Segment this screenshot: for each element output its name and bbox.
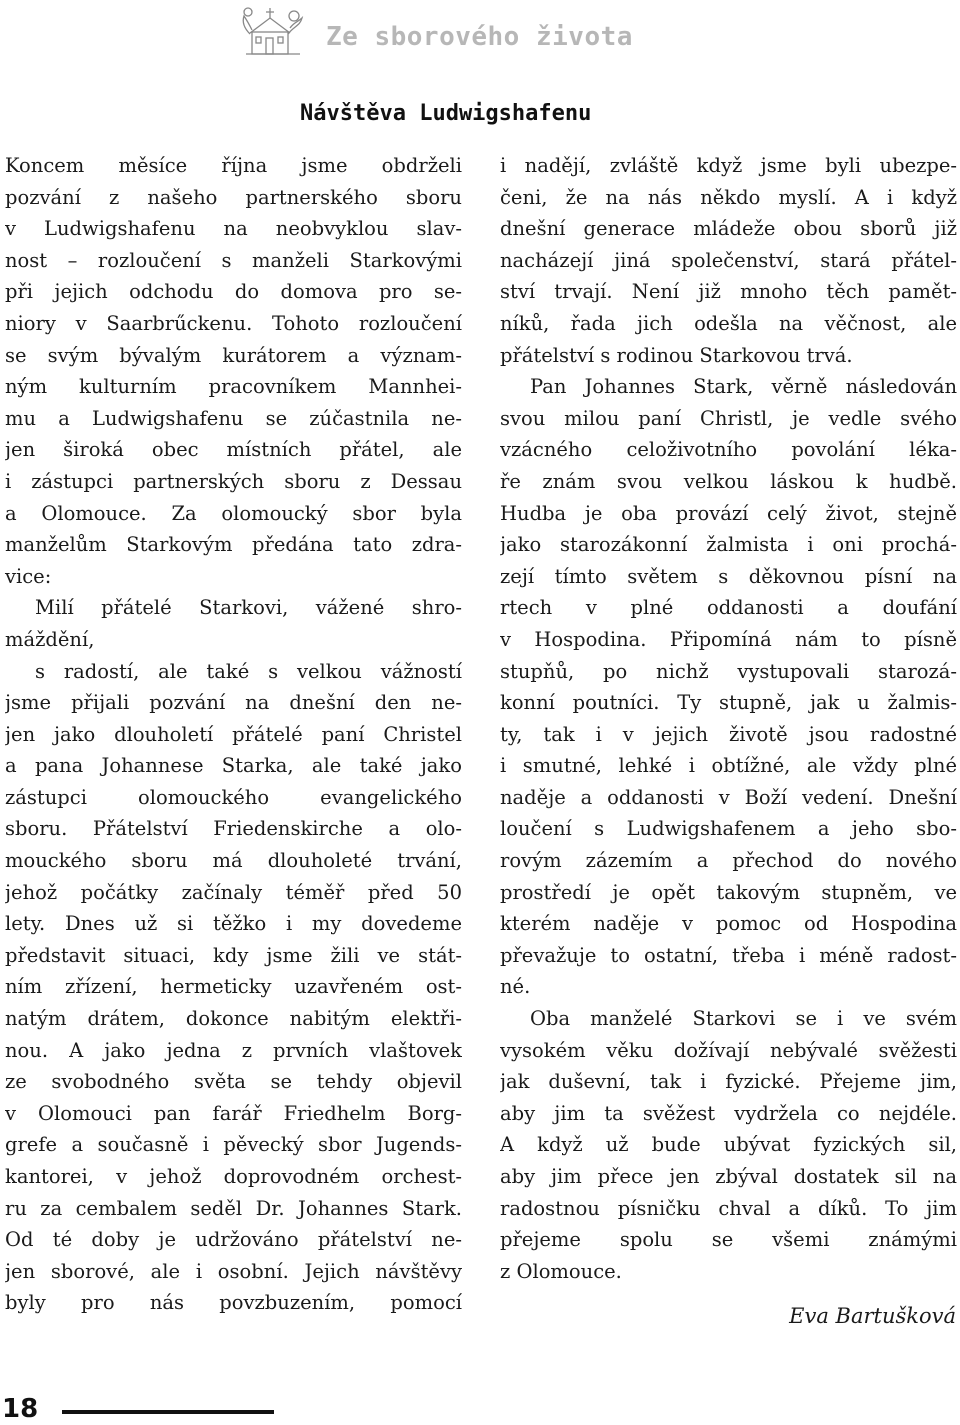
text-line: vysokém věku dožívají nebývalé svěžesti [500, 1038, 957, 1062]
text-line: vice: [5, 564, 52, 588]
article-column-left [5, 150, 462, 1319]
page-number: 18 [2, 1394, 39, 1424]
text-line: Pan Johannes Stark, věrně následován [530, 375, 957, 399]
text-line: jen široká obec místních přátel, ale [5, 438, 462, 462]
text-line: jsme přijali pozvání na dnešní den ne- [5, 691, 462, 715]
section-title: Ze sborového života [326, 22, 633, 52]
text-line: ze svobodného světa se tehdy objevil [5, 1070, 462, 1094]
text-line: z Olomouce. [500, 1259, 622, 1283]
text-line: Milí přátelé Starkovi, vážené shro- [35, 596, 462, 620]
text-line: radostnou písničku chval a díků. To jim [500, 1196, 957, 1220]
text-line: představit situaci, kdy jsme žili ve stát- [5, 943, 462, 967]
text-line: čeni, že na nás někdo myslí. A i když [500, 185, 957, 209]
text-line: mu a Ludwigshafenu se zúčastnila ne- [5, 406, 462, 430]
church-emblem-icon [240, 4, 306, 58]
author-signature: Eva Bartušková [789, 1304, 956, 1328]
text-line: v Ludwigshafenu na neobvyklou slav- [5, 217, 462, 241]
text-line: sboru. Přátelství Friedenskirche a olo- [5, 817, 462, 841]
text-line: nou. A jako jedna z prvních vlaštovek [5, 1038, 462, 1062]
text-line: s radostí, ale také s velkou vážností [35, 659, 462, 683]
text-line: nacházejí jiná společenství, stará přátel- [500, 248, 957, 272]
text-line: ře znám svou velkou láskou k hudbě. [500, 469, 957, 493]
text-line: naděje a oddanosti v Boží vedení. Dnešní [500, 785, 957, 809]
article-title: Návštěva Ludwigshafenu [300, 101, 592, 126]
text-line: ty, tak i v jejich životě jsou radostné [500, 722, 957, 746]
text-line: kterém naděje v pomoc od Hospodina [500, 912, 957, 936]
text-line: i nadějí, zvláště když jsme byli ubezpe- [500, 154, 957, 177]
text-line: konní poutníci. Ty stupně, jak u žalmis- [500, 691, 957, 715]
footer-divider [62, 1410, 274, 1414]
text-line: rovým zázemím a přechod do nového [500, 849, 957, 873]
text-line: Koncem měsíce října jsme obdrželi [5, 154, 462, 177]
text-line: Hudba je oba provází celý život, stejně [500, 501, 957, 525]
text-line: rtech v plné oddanosti a doufání [500, 596, 957, 620]
text-line: natým drátem, dokonce nabitým elektři- [5, 1007, 462, 1031]
text-line: stupňů, po nichž vystupovali starozá- [500, 659, 957, 683]
text-line: jen sborové, ale i osobní. Jejich návštěvy [5, 1259, 462, 1283]
text-line: aby jim ta svěžest vydržela co nejdéle. [500, 1101, 957, 1125]
text-line: ství trvají. Není již mnoho těch pamět- [500, 280, 957, 304]
text-line: aby jim přece jen zbýval dostatek sil na [500, 1165, 957, 1188]
text-line: i smutné, lehké i obtížné, ale vždy plné [500, 754, 957, 778]
text-line: přejeme spolu se všemi známými [500, 1228, 957, 1252]
text-line: lety. Dnes už si těžko i my dovedeme [5, 912, 462, 936]
text-line: přátelství s rodinou Starkovou trvá. [500, 343, 853, 367]
text-line: pozvání z našeho partnerského sboru [5, 185, 462, 209]
text-line: manželům Starkovým předána tato zdra- [5, 533, 462, 557]
text-line: jak duševní, tak i fyzické. Přejeme jim, [500, 1070, 957, 1094]
text-line: jen jako dlouholetí přátelé paní Christel [5, 722, 462, 746]
text-line: níků, řada jich odešla na věčnost, ale [500, 311, 957, 335]
text-line: i zástupci partnerských sboru z Dessau [5, 469, 462, 493]
text-line: dnešní generace mládeže obou sborů již [500, 217, 957, 241]
text-line: ru za cembalem seděl Dr. Johannes Stark. [5, 1196, 462, 1220]
text-line: byly pro nás povzbuzením, pomocí [5, 1291, 462, 1315]
text-line: máždění, [5, 627, 95, 651]
text-line: loučení s Ludwigshafenem a jeho sbo- [500, 817, 957, 841]
text-line: niory v Saarbrűckenu. Tohoto rozloučení [5, 311, 462, 335]
text-line: převažuje to ostatní, třeba i méně radost- [500, 943, 957, 967]
text-line: při jejich odchodu do domova pro se- [5, 280, 462, 304]
text-line: zástupci olomouckého evangelického [5, 785, 462, 809]
text-line: kantorei, v jehož doprovodném orchest- [5, 1165, 462, 1188]
text-line: Od té doby je udržováno přátelství ne- [5, 1228, 462, 1252]
text-line: se svým bývalým kurátorem a význam- [5, 343, 462, 367]
text-line: Oba manželé Starkovi se i ve svém [530, 1007, 957, 1031]
text-line: ním zřízení, hermeticky uzavřeném ost- [5, 975, 462, 999]
text-line: v Hospodina. Připomíná nám to písně [500, 627, 957, 651]
text-line: vzácného celoživotního povolání léka- [500, 438, 957, 462]
text-line: grefe a současně i pěvecký sbor Jugends- [5, 1133, 462, 1157]
text-line: ným kulturním pracovníkem Mannhei- [5, 375, 462, 399]
text-line: svou milou paní Christl, je vedle svého [500, 406, 957, 430]
text-line: mouckého sboru má dlouholeté trvání, [5, 849, 462, 873]
text-line: jehož počátky začínaly téměř před 50 [5, 880, 462, 904]
text-line: A když už bude ubývat fyzických sil, [500, 1133, 957, 1157]
text-line: v Olomouci pan farář Friedhelm Borg- [5, 1101, 462, 1125]
text-line: nost – rozloučení s manželi Starkovými [5, 248, 462, 272]
text-line: jako starozákonní žalmista i oni prochá- [500, 533, 957, 557]
text-line: a pana Johannese Starka, ale také jako [5, 754, 462, 778]
text-line: a Olomouce. Za olomoucký sbor byla [5, 501, 462, 525]
text-line: prostředí je opět takovým stupněm, ve [500, 880, 957, 904]
article-column-right [500, 150, 957, 1287]
text-line: né. [500, 975, 531, 999]
text-line: zejí tímto světem s děkovnou písní na [500, 564, 957, 588]
